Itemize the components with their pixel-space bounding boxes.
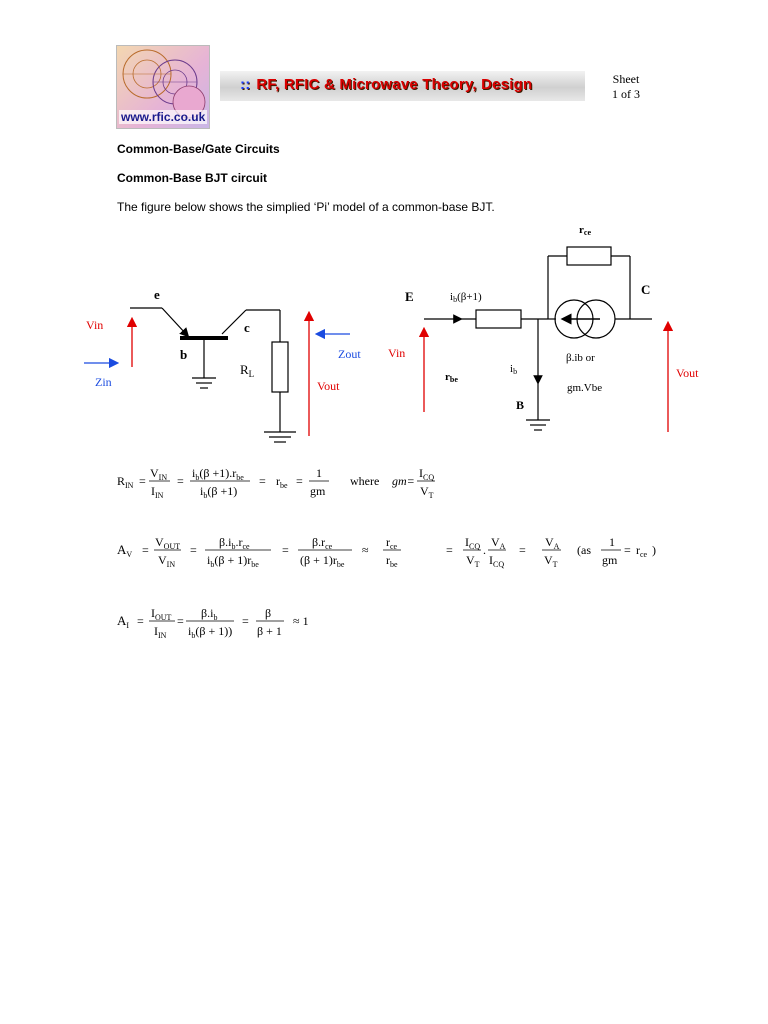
svg-text:AI: $A_I$ [117,613,130,630]
svg-text:ICQ: $I_{CQ}$ [489,553,505,569]
source-label-2: gm.Vbe [567,382,603,394]
emitter-E-label: E [405,289,414,304]
svg-text:ib(β +1).rbe: $i_b(\beta +1).r_{be}$ [192,466,244,482]
vout-label-2: Vout [676,366,699,380]
svg-text:gm: gm [602,553,618,567]
svg-text:=: = [446,543,453,557]
svg-text:1: 1 [316,466,322,480]
logo-url-text: www.rfic.co.uk [121,110,206,124]
vin-label-2: Vin [388,346,406,360]
collector-C-label: C [641,282,651,297]
rbe-label: rbe [445,371,458,384]
cb-bjt-circuit [84,287,361,442]
svg-text:β + 1: β + 1 [257,624,282,638]
svg-text:rbe: $r_{be}$ [276,474,288,490]
svg-text:IIN: $I_{IN}$ [151,484,164,500]
svg-text:(as: (as [577,543,591,557]
svg-text:VOUT: $V_{OUT}$ [155,535,181,551]
svg-text:=: = [242,614,249,628]
ib-beta-label: ib(β+1) [450,291,482,304]
svg-text:gm=: gm= [392,474,415,488]
svg-text:≈ 1: ≈ 1 [293,614,309,628]
ib-branch-label: ib [510,363,518,376]
svg-text:=: = [142,543,149,557]
base-b-label: b [180,347,188,362]
svg-text:=: = [282,543,289,557]
emitter-arrow [162,308,186,334]
svg-text:VIN: $V_{IN}$ [158,553,176,569]
svg-text:ib(β + 1)): $i_b(\beta + 1)$) [188,624,233,640]
vin-label: Vin [86,318,104,332]
svg-text:β.ib.rce: $\beta.i_b.r_{ce}$ [219,535,250,551]
svg-text:VIN: $V_{IN}$ [150,466,168,482]
svg-text:=: = [259,474,266,488]
circuit-diagrams [0,0,768,460]
collector-c-label: c [244,320,250,335]
svg-text:ICQ: $I_{CQ}$ [465,535,481,551]
svg-text:ib(β + 1)rbe: $i_b(\beta + 1)r_{be}$ [207,553,259,569]
svg-text:=: = [296,474,303,488]
rin-equation [117,466,435,500]
svg-text:IIN: $I_{IN}$ [154,624,167,640]
svg-text:β.ib: $\beta.i_b$ [201,606,218,622]
collector-lead [222,310,246,334]
svg-text:1: 1 [609,535,615,549]
pi-model-circuit [388,224,699,432]
zin-label: Zin [95,375,112,389]
rce-resistor [567,247,611,265]
base-B-label: B [516,398,525,412]
svg-text:RIN: $R_{IN}$ [117,474,134,490]
svg-text:ib(β +1): $i_b(\beta +1)$ [200,484,238,500]
svg-text:=: = [137,614,144,628]
sheet-page-count: 1 of 3 [612,87,640,101]
svg-text:=: = [624,543,631,557]
svg-text:): ) [652,543,656,557]
svg-text:=: = [190,543,197,557]
svg-text:VT: $V_T$ [544,553,558,569]
svg-text:=: = [177,614,184,628]
svg-text:where: where [350,474,380,488]
svg-text:AV: $A_V$ [117,542,133,559]
svg-text:IOUT: $I_{OUT}$ [151,606,172,622]
svg-text:=: = [519,543,526,557]
intro-paragraph: The figure below shows the simplied ‘Pi’ model of a common-base BJT. [117,200,495,214]
emitter-e-label: e [154,287,160,302]
svg-text:rce: $r_{ce}$ [636,543,648,559]
vout-label: Vout [317,379,340,393]
svg-text:(β + 1)rbe: $(\beta + 1)r_{be}$ [300,553,345,569]
load-resistor [272,342,288,392]
svg-text:.: . [483,543,486,557]
section-heading: Common-Base/Gate Circuits [117,142,280,156]
rce-label: rce [579,224,591,237]
banner-title-text: RF, RFIC & Microwave Theory, Design [256,76,533,93]
svg-text:VA: $V_A$ [545,535,560,551]
ai-equation [117,606,309,640]
svg-text:β.rce: $\beta.r_{ce}$ [312,535,333,551]
svg-text:gm: gm [310,484,326,498]
svg-text:=: = [177,474,184,488]
svg-text:β: β [265,606,272,620]
svg-text:VA: $V_A$ [491,535,506,551]
rl-label: $R_L$ [240,362,255,379]
svg-text:≈: ≈ [362,543,369,557]
svg-text:VT: $V_T$ [466,553,480,569]
svg-text:rbe: $r_{be}$ [386,553,398,569]
sheet-label: Sheet [612,72,640,86]
source-label-1: β.ib or [566,352,595,364]
av-equation [117,535,656,569]
svg-text:VT: $V_T$ [420,484,434,500]
svg-text:rce: $r_{ce}$ [386,535,398,551]
rbe-resistor [476,310,521,328]
subsection-heading: Common-Base BJT circuit [117,171,268,185]
equations [0,450,768,660]
banner-dots: :: [240,76,251,93]
zout-label: Zout [338,347,361,361]
svg-text:=: = [139,474,146,488]
svg-text:ICQ: $I_{CQ}$ [419,466,435,482]
